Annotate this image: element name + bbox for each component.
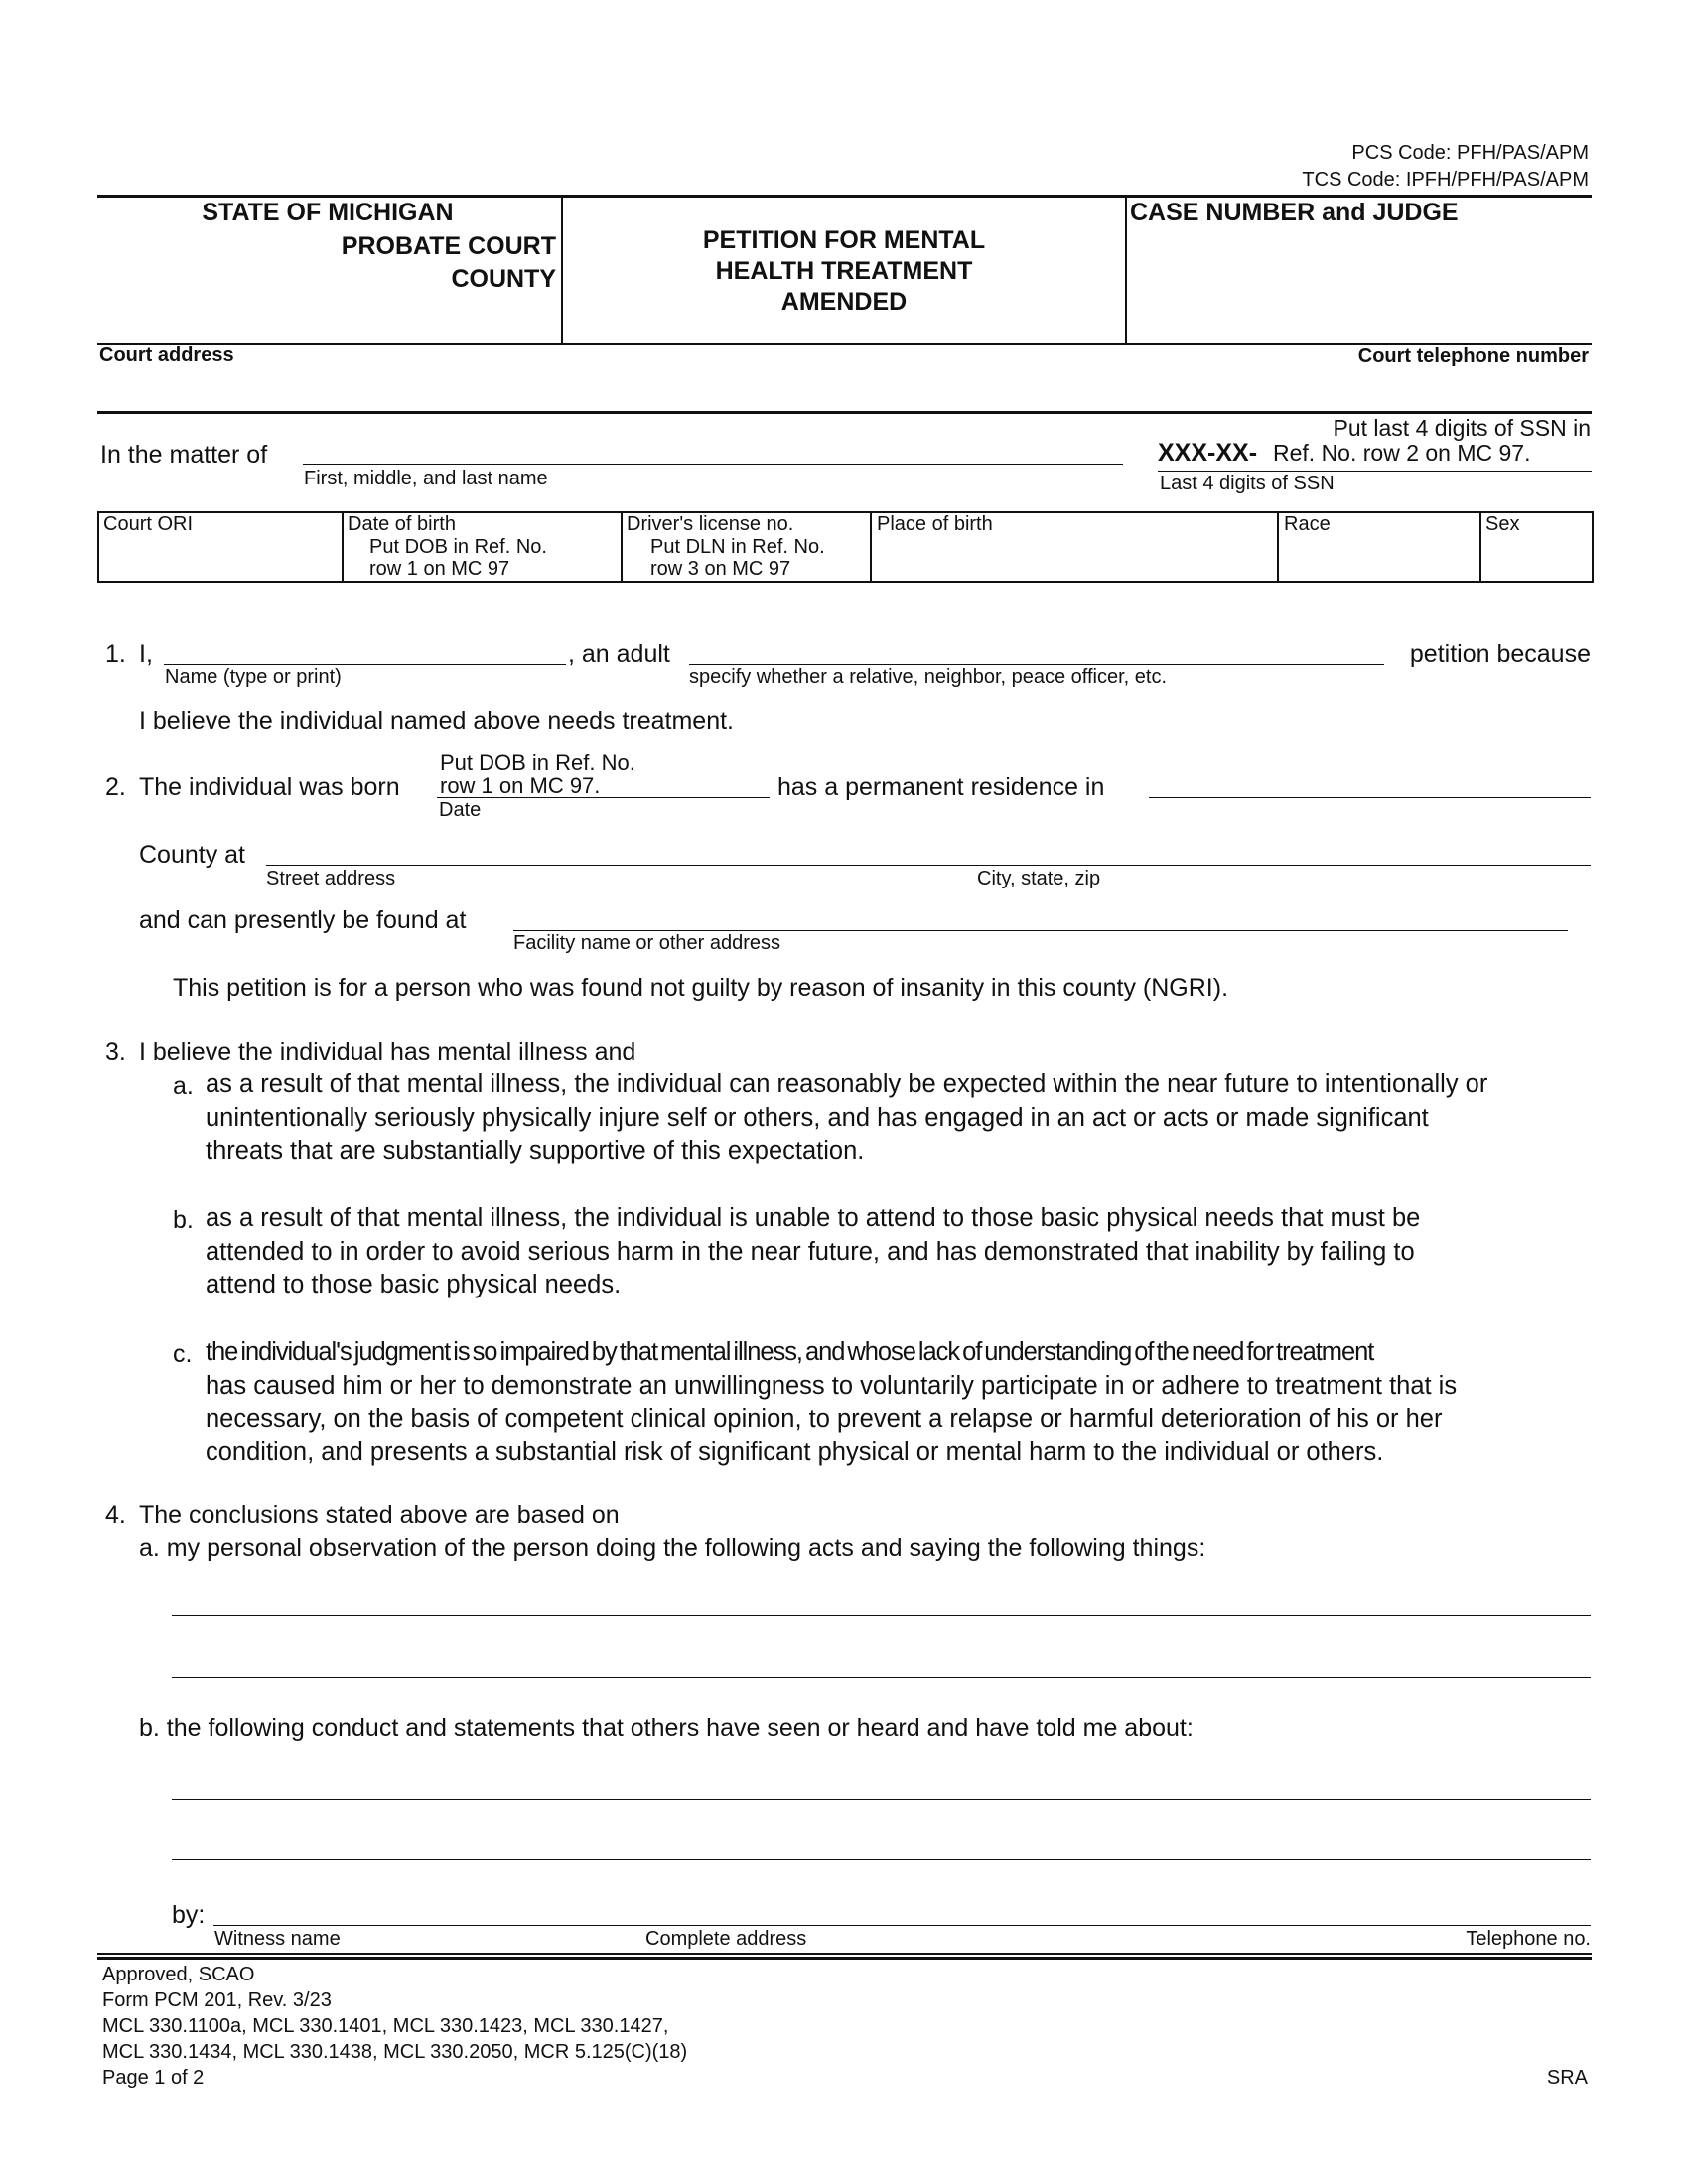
info-col-divider-4	[1277, 511, 1279, 583]
form-title-line3: AMENDED	[780, 288, 908, 316]
item1-number: 1.	[105, 640, 126, 668]
court-phone-label: Court telephone number	[1357, 345, 1589, 367]
footer-approved: Approved, SCAO	[102, 1964, 255, 1985]
place-of-birth-field[interactable]	[874, 538, 1275, 578]
ssn-line	[1158, 471, 1592, 472]
others-report-line-1	[172, 1799, 1591, 1800]
observation-line-2	[172, 1677, 1591, 1678]
residence-county-field[interactable]	[1149, 764, 1591, 797]
item3c-text	[206, 1336, 1596, 1469]
born-date-line	[437, 797, 770, 798]
dob-note-1: Put DOB in Ref. No.	[369, 536, 547, 558]
item1-belief: I believe the individual named above needs treatment.	[139, 707, 734, 735]
county-label: COUNTY	[451, 265, 556, 293]
observation-field-2[interactable]	[172, 1642, 1591, 1677]
street-address-line	[266, 865, 1591, 866]
ssn-note-line2: Ref. No. row 2 on MC 97.	[1273, 440, 1531, 466]
item3a-line: unintentionally seriously physically injure self or others, and has engaged in an act or acts or made significant	[206, 1103, 1429, 1132]
item3b-line: as a result of that mental illness, the individual is unable to attend to those basic physical needs that must be	[206, 1204, 1421, 1232]
city-state-zip-caption: City, state, zip	[977, 868, 1101, 889]
item4-number: 4.	[105, 1501, 126, 1529]
pcs-code: PCS Code: PFH/PAS/APM	[1351, 142, 1589, 164]
item3c-line: condition, and presents a substantial risk of significant physical or mental harm to the individual or others.	[206, 1437, 1384, 1466]
item3a-text	[206, 1068, 1596, 1168]
item1-i: I,	[139, 640, 153, 668]
observation-line-1	[172, 1615, 1591, 1616]
footer-mcl-line1: MCL 330.1100a, MCL 330.1401, MCL 330.1423, MCL 330.1427,	[102, 2015, 669, 2037]
relation-field[interactable]	[689, 631, 1384, 664]
footer-form-number: Form PCM 201, Rev. 3/23	[102, 1989, 332, 2011]
city-state-zip-field[interactable]	[973, 832, 1589, 865]
born-dob-note-2: row 1 on MC 97.	[440, 773, 601, 798]
witness-name-caption: Witness name	[214, 1928, 341, 1950]
footer-sra: SRA	[1546, 2067, 1588, 2089]
others-report-field-2[interactable]	[172, 1825, 1591, 1859]
race-label: Race	[1284, 513, 1331, 535]
telephone-caption: Telephone no.	[1466, 1928, 1591, 1950]
matter-top-rule	[97, 411, 1592, 414]
born-date-field[interactable]	[437, 764, 770, 797]
dl-note-2: row 3 on MC 97	[650, 558, 791, 580]
born-dob-note-1: Put DOB in Ref. No.	[440, 751, 635, 775]
born-label: The individual was born	[139, 773, 400, 801]
case-number-field[interactable]	[1132, 233, 1589, 341]
residence-county-line	[1149, 797, 1591, 798]
place-of-birth-label: Place of birth	[877, 513, 993, 535]
form-title-line2: HEALTH TREATMENT	[715, 257, 973, 285]
relation-line	[689, 664, 1384, 665]
petitioner-name-line	[164, 664, 566, 665]
petition-because-label: petition because	[1409, 640, 1591, 668]
court-address-field[interactable]	[99, 369, 1589, 409]
item3a-line: threats that are substantially supportive of this expectation.	[206, 1137, 865, 1164]
residence-label: has a permanent residence in	[777, 773, 1105, 801]
facility-caption: Facility name or other address	[513, 932, 781, 954]
item3c-line: necessary, on the basis of competent clinical opinion, to prevent a relapse or harmful deterioration of his or her	[206, 1405, 1443, 1433]
sex-label: Sex	[1485, 513, 1520, 535]
found-at-label: and can presently be found at	[139, 906, 467, 934]
others-report-line-2	[172, 1859, 1591, 1860]
relation-caption: specify whether a relative, neighbor, peace officer, etc.	[689, 666, 1168, 688]
info-col-divider-1	[342, 511, 344, 583]
county-at-label: County at	[139, 841, 246, 869]
ssn-prefix: XXX-XX-	[1158, 439, 1258, 467]
witness-line	[213, 1925, 1591, 1926]
facility-line	[513, 930, 1568, 931]
tcs-code: TCS Code: IPFH/PFH/PAS/APM	[1302, 169, 1589, 191]
item3c-label: c.	[173, 1340, 193, 1368]
item3a-label: a.	[173, 1072, 194, 1100]
sex-field[interactable]	[1483, 538, 1588, 578]
item4a-text: a. my personal observation of the person doing the following acts and saying the following things:	[139, 1534, 1206, 1562]
petitioner-name-caption: Name (type or print)	[165, 666, 342, 688]
dob-note-2: row 1 on MC 97	[369, 558, 510, 580]
others-report-field-1[interactable]	[172, 1764, 1591, 1799]
footer-page-number: Page 1 of 2	[102, 2067, 205, 2089]
item3b-label: b.	[173, 1206, 194, 1234]
header-divider-1	[561, 196, 563, 344]
court-address-label: Court address	[99, 344, 234, 366]
item3b-text	[206, 1202, 1596, 1302]
case-number-label: CASE NUMBER and JUDGE	[1130, 199, 1459, 226]
court-name: PROBATE COURT	[341, 232, 556, 260]
by-label: by:	[172, 1901, 206, 1929]
ssn-caption: Last 4 digits of SSN	[1160, 473, 1335, 494]
form-title-line1: PETITION FOR MENTAL	[702, 226, 986, 254]
footer-rule-thick	[97, 1957, 1592, 1960]
info-col-divider-5	[1479, 511, 1481, 583]
item3b-line: attend to those basic physical needs.	[206, 1271, 622, 1298]
footer-mcl-line2: MCL 330.1434, MCL 330.1438, MCL 330.2050, MCR 5.125(C)(18)	[102, 2041, 688, 2063]
dob-label: Date of birth	[348, 513, 456, 535]
state-name: STATE OF MICHIGAN	[202, 199, 454, 226]
street-address-field[interactable]	[266, 832, 961, 865]
witness-name-field[interactable]	[213, 1892, 631, 1925]
court-ori-field[interactable]	[101, 538, 340, 578]
witness-address-field[interactable]	[640, 1892, 1395, 1925]
item3b-line: attended to in order to avoid serious harm in the near future, and has demonstrated that inability by failing to	[206, 1237, 1415, 1266]
dl-label: Driver's license no.	[627, 513, 794, 535]
header-top-rule	[97, 195, 1592, 198]
info-col-divider-3	[870, 511, 872, 583]
dl-note-1: Put DLN in Ref. No.	[650, 536, 825, 558]
item4b-text: b. the following conduct and statements that others have seen or heard and have told me about:	[139, 1714, 1194, 1742]
ngri-statement: This petition is for a person who was found not guilty by reason of insanity in this county (NGRI).	[173, 974, 1229, 1002]
race-field[interactable]	[1281, 538, 1477, 578]
an-adult-label: , an adult	[568, 640, 670, 668]
petitioner-name-field[interactable]	[164, 631, 566, 664]
facility-field[interactable]	[513, 897, 1568, 930]
item3-number: 3.	[105, 1038, 126, 1066]
ssn-note-line1: Put last 4 digits of SSN in	[1333, 415, 1591, 441]
item2-number: 2.	[105, 773, 126, 801]
item4-intro: The conclusions stated above are based on	[139, 1501, 620, 1529]
item3a-line: as a result of that mental illness, the individual can reasonably be expected within the near future to intentionally or	[206, 1070, 1488, 1098]
court-ori-label: Court ORI	[103, 513, 194, 535]
date-caption: Date	[439, 799, 482, 821]
witness-phone-field[interactable]	[1405, 1892, 1591, 1925]
observation-field-1[interactable]	[172, 1580, 1591, 1615]
item3-intro: I believe the individual has mental illness and	[139, 1038, 636, 1066]
street-address-caption: Street address	[266, 868, 396, 889]
header-divider-2	[1125, 196, 1127, 344]
in-the-matter-label: In the matter of	[100, 441, 268, 469]
name-line	[303, 464, 1123, 465]
name-caption: First, middle, and last name	[304, 468, 548, 489]
complete-address-caption: Complete address	[645, 1928, 807, 1950]
footer-rule-thin	[97, 1953, 1592, 1955]
item3c-line: the individual's judgment is so impaired by that mental illness, and whose lack of understanding of the need for treatment	[206, 1338, 1374, 1366]
info-col-divider-2	[621, 511, 623, 583]
item3c-line: has caused him or her to demonstrate an unwillingness to voluntarily participate in or adhere to treatment that is	[206, 1371, 1458, 1400]
individual-name-field[interactable]	[303, 429, 1123, 464]
